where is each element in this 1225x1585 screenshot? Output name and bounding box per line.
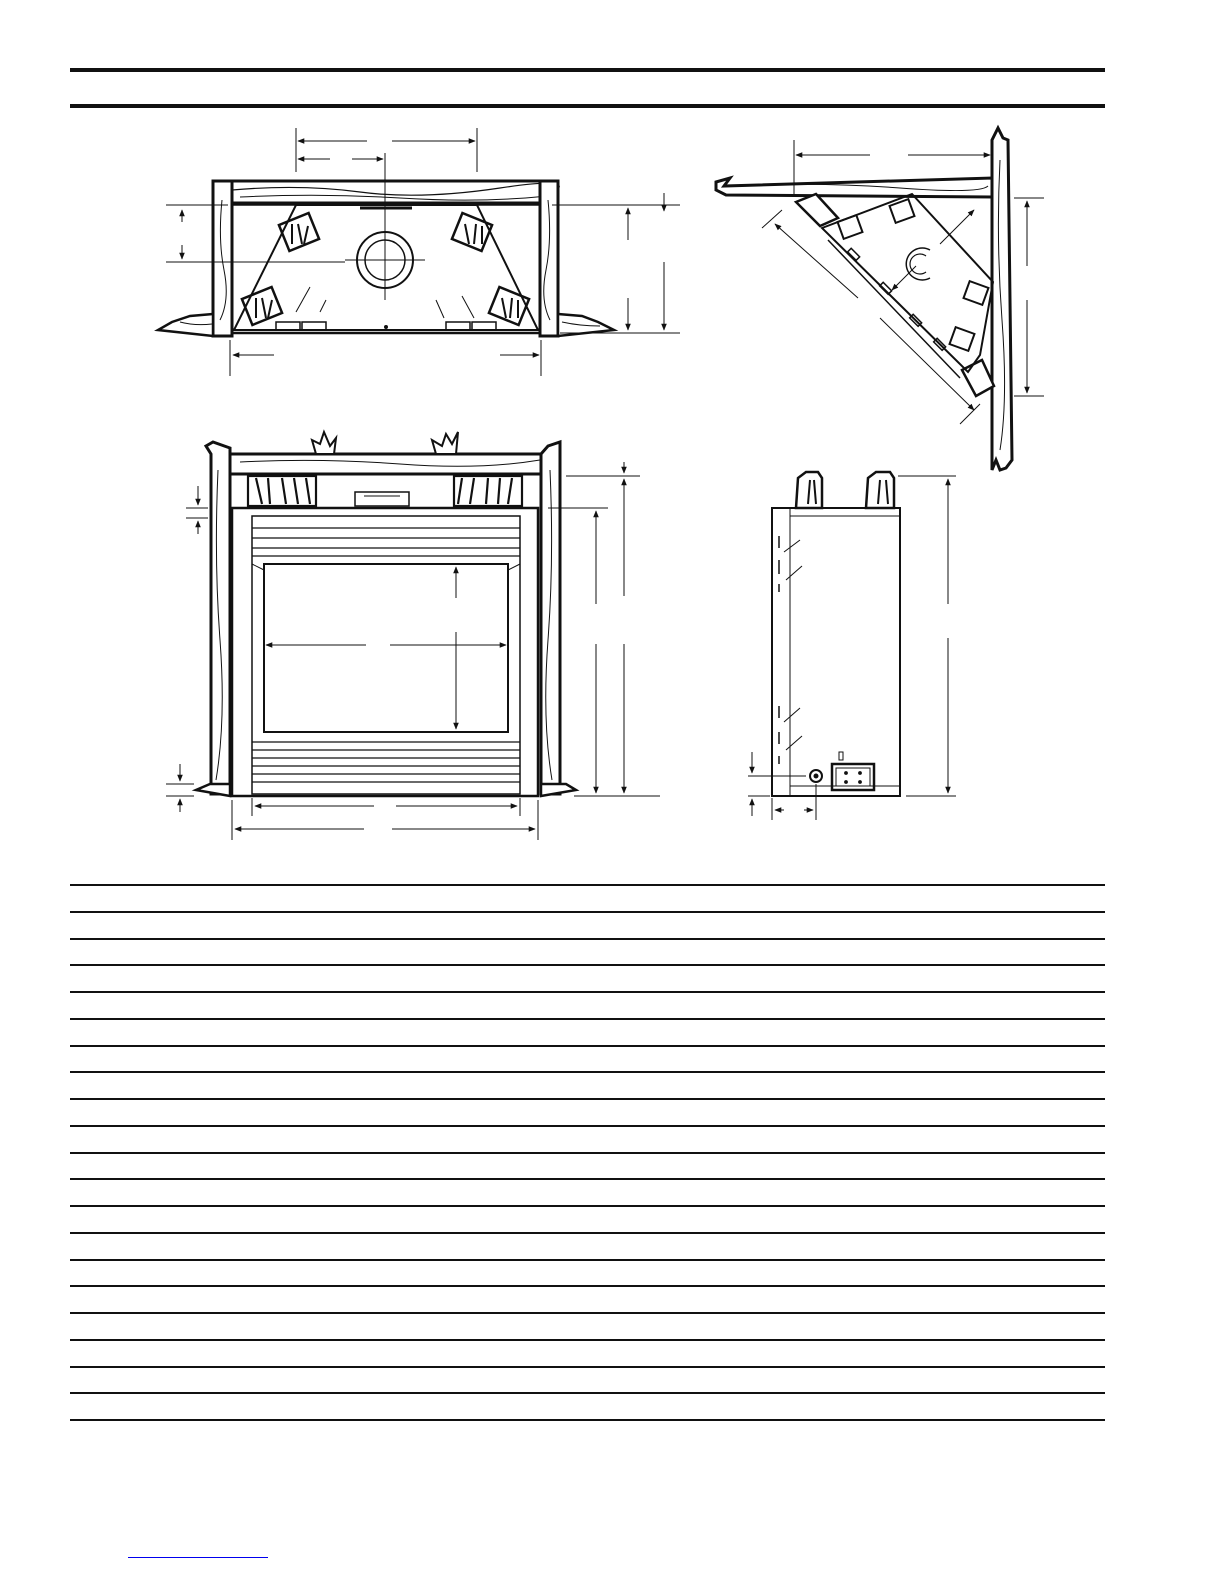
side-body — [772, 508, 900, 796]
table-row-rule — [70, 1285, 1105, 1287]
table-row-rule — [70, 1312, 1105, 1314]
fireplace-body — [232, 508, 538, 796]
table-row-rule — [70, 1366, 1105, 1368]
table-row-rule — [70, 1125, 1105, 1127]
table-row-rule — [70, 1259, 1105, 1261]
table-row-rule — [70, 1152, 1105, 1154]
corner-wall-stud — [992, 128, 1012, 470]
table-row-rule — [70, 884, 1105, 886]
table-row-rule — [70, 1419, 1105, 1421]
firebox-opening — [264, 564, 508, 732]
table-row-rule — [70, 964, 1105, 966]
table-row-rule — [70, 1018, 1105, 1020]
front-elevation-dimensions — [166, 462, 660, 840]
table-row-rule — [70, 1071, 1105, 1073]
table-row-rule — [70, 1045, 1105, 1047]
top-view-flat-dimensions — [166, 128, 680, 376]
table-row-rule — [70, 1098, 1105, 1100]
table-row-rule — [70, 1178, 1105, 1180]
table-row-rule — [70, 938, 1105, 940]
side-elevation — [772, 472, 900, 796]
table-row-rule — [70, 1232, 1105, 1234]
top-view-corner — [716, 128, 1012, 470]
table-row-rule — [70, 1339, 1105, 1341]
table-row-rule — [70, 911, 1105, 913]
corner-header-beam — [716, 178, 992, 197]
table-row-rule — [70, 991, 1105, 993]
front-header-beam — [226, 454, 544, 474]
footer-link-underline — [128, 1557, 268, 1558]
front-stud-left — [206, 442, 230, 794]
top-view-flat-wall — [158, 181, 614, 336]
table-row-rule — [70, 1205, 1105, 1207]
stud-right — [540, 181, 558, 336]
front-elevation — [196, 432, 576, 796]
header-beam — [213, 181, 559, 203]
bottom-louvers — [252, 742, 520, 782]
table-row-rule — [70, 1392, 1105, 1394]
